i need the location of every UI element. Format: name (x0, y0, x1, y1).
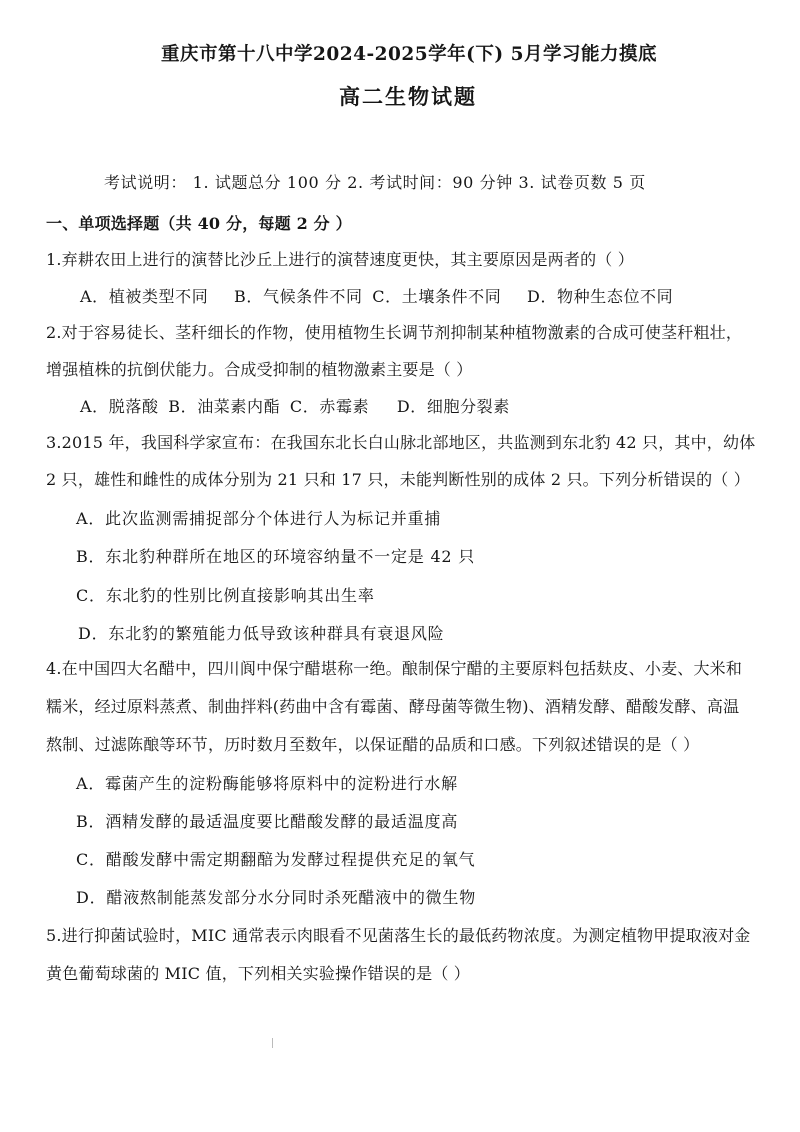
question-3-option-b: B．东北豹种群所在地区的环境容纳量不一定是 42 只 (76, 547, 476, 566)
question-5-stem-line-2: 黄色葡萄球菌的 MIC 值，下列相关实验操作错误的是（ ） (46, 964, 471, 983)
question-1-option-c: C．土壤条件不同 (372, 287, 502, 306)
exam-subtitle: 高二生物试题 (339, 84, 477, 109)
question-2-option-b: B．油菜素内酯 (168, 397, 281, 416)
question-1-option-a: A．植被类型不同 (80, 287, 209, 306)
question-4-stem-line-1: 4.在中国四大名醋中，四川阆中保宁醋堪称一绝。酿制保宁醋的主要原料包括麸皮、小麦、大米和 (46, 659, 743, 678)
exam-instructions: 考试说明： 1. 试题总分 100 分 2. 考试时间：90 分钟 3. 试卷页数 5 页 (104, 173, 646, 192)
question-4-option-d: D．醋液熬制能蒸发部分水分同时杀死醋液中的微生物 (76, 888, 477, 907)
question-4-stem-line-2: 糯米，经过原料蒸煮、制曲拌料(药曲中含有霉菌、酵母菌等微生物)、酒精发酵、醋酸发酵、高温 (46, 697, 740, 716)
question-1-option-b: B．气候条件不同 (234, 287, 363, 306)
question-1-option-d: D．物种生态位不同 (527, 287, 674, 306)
question-4-option-a: A．霉菌产生的淀粉酶能够将原料中的淀粉进行水解 (76, 774, 458, 793)
scan-mark (272, 1038, 273, 1048)
question-2-option-a: A．脱落酸 (80, 397, 159, 416)
section-heading: 一、单项选择题（共 40 分，每题 2 分 ） (46, 214, 352, 233)
question-3-stem-line-2: 2 只，雄性和雌性的成体分别为 21 只和 17 只，未能判断性别的成体 2 只。下列分析错误的（ ） (46, 470, 750, 489)
question-2-options (80, 396, 530, 418)
question-5-stem-line-1: 5.进行抑菌试验时，MIC 通常表示肉眼看不见菌落生长的最低药物浓度。为测定植物甲提取液对金 (46, 926, 751, 945)
question-2-option-d: D．细胞分裂素 (396, 397, 510, 416)
question-2-stem-line-2: 增强植株的抗倒伏能力。合成受抑制的植物激素主要是（ ） (46, 360, 473, 379)
question-4-option-c: C．醋酸发酵中需定期翻醅为发酵过程提供充足的氧气 (76, 850, 476, 869)
question-4-stem-line-3: 熬制、过滤陈酿等环节，历时数月至数年，以保证醋的品质和口感。下列叙述错误的是（ ） (46, 735, 700, 754)
question-4-option-b: B．酒精发酵的最适温度要比醋酸发酵的最适温度高 (76, 812, 459, 831)
question-1-stem-line-1: 1.弃耕农田上进行的演替比沙丘上进行的演替速度更快，其主要原因是两者的（ ） (46, 250, 634, 269)
question-3-option-a: A．此次监测需捕捉部分个体进行人为标记并重捕 (76, 509, 442, 528)
question-3-option-d: D．东北豹的繁殖能力低导致该种群具有衰退风险 (78, 624, 445, 643)
question-3-option-c: C．东北豹的性别比例直接影响其出生率 (76, 586, 375, 605)
question-3-stem-line-1: 3.2015 年，我国科学家宣布：在我国东北长白山脉北部地区，共监测到东北豹 42 只，其中，幼体 (46, 433, 756, 452)
question-1-options (80, 286, 693, 308)
question-2-stem-line-1: 2.对于容易徒长、茎秆细长的作物，使用植物生长调节剂抑制某种植物激素的合成可使茎秆粗壮， (46, 323, 743, 342)
exam-title: 重庆市第十八中学2024-2025学年(下) 5月学习能力摸底 (161, 44, 657, 65)
question-2-option-c: C．赤霉素 (289, 397, 370, 416)
